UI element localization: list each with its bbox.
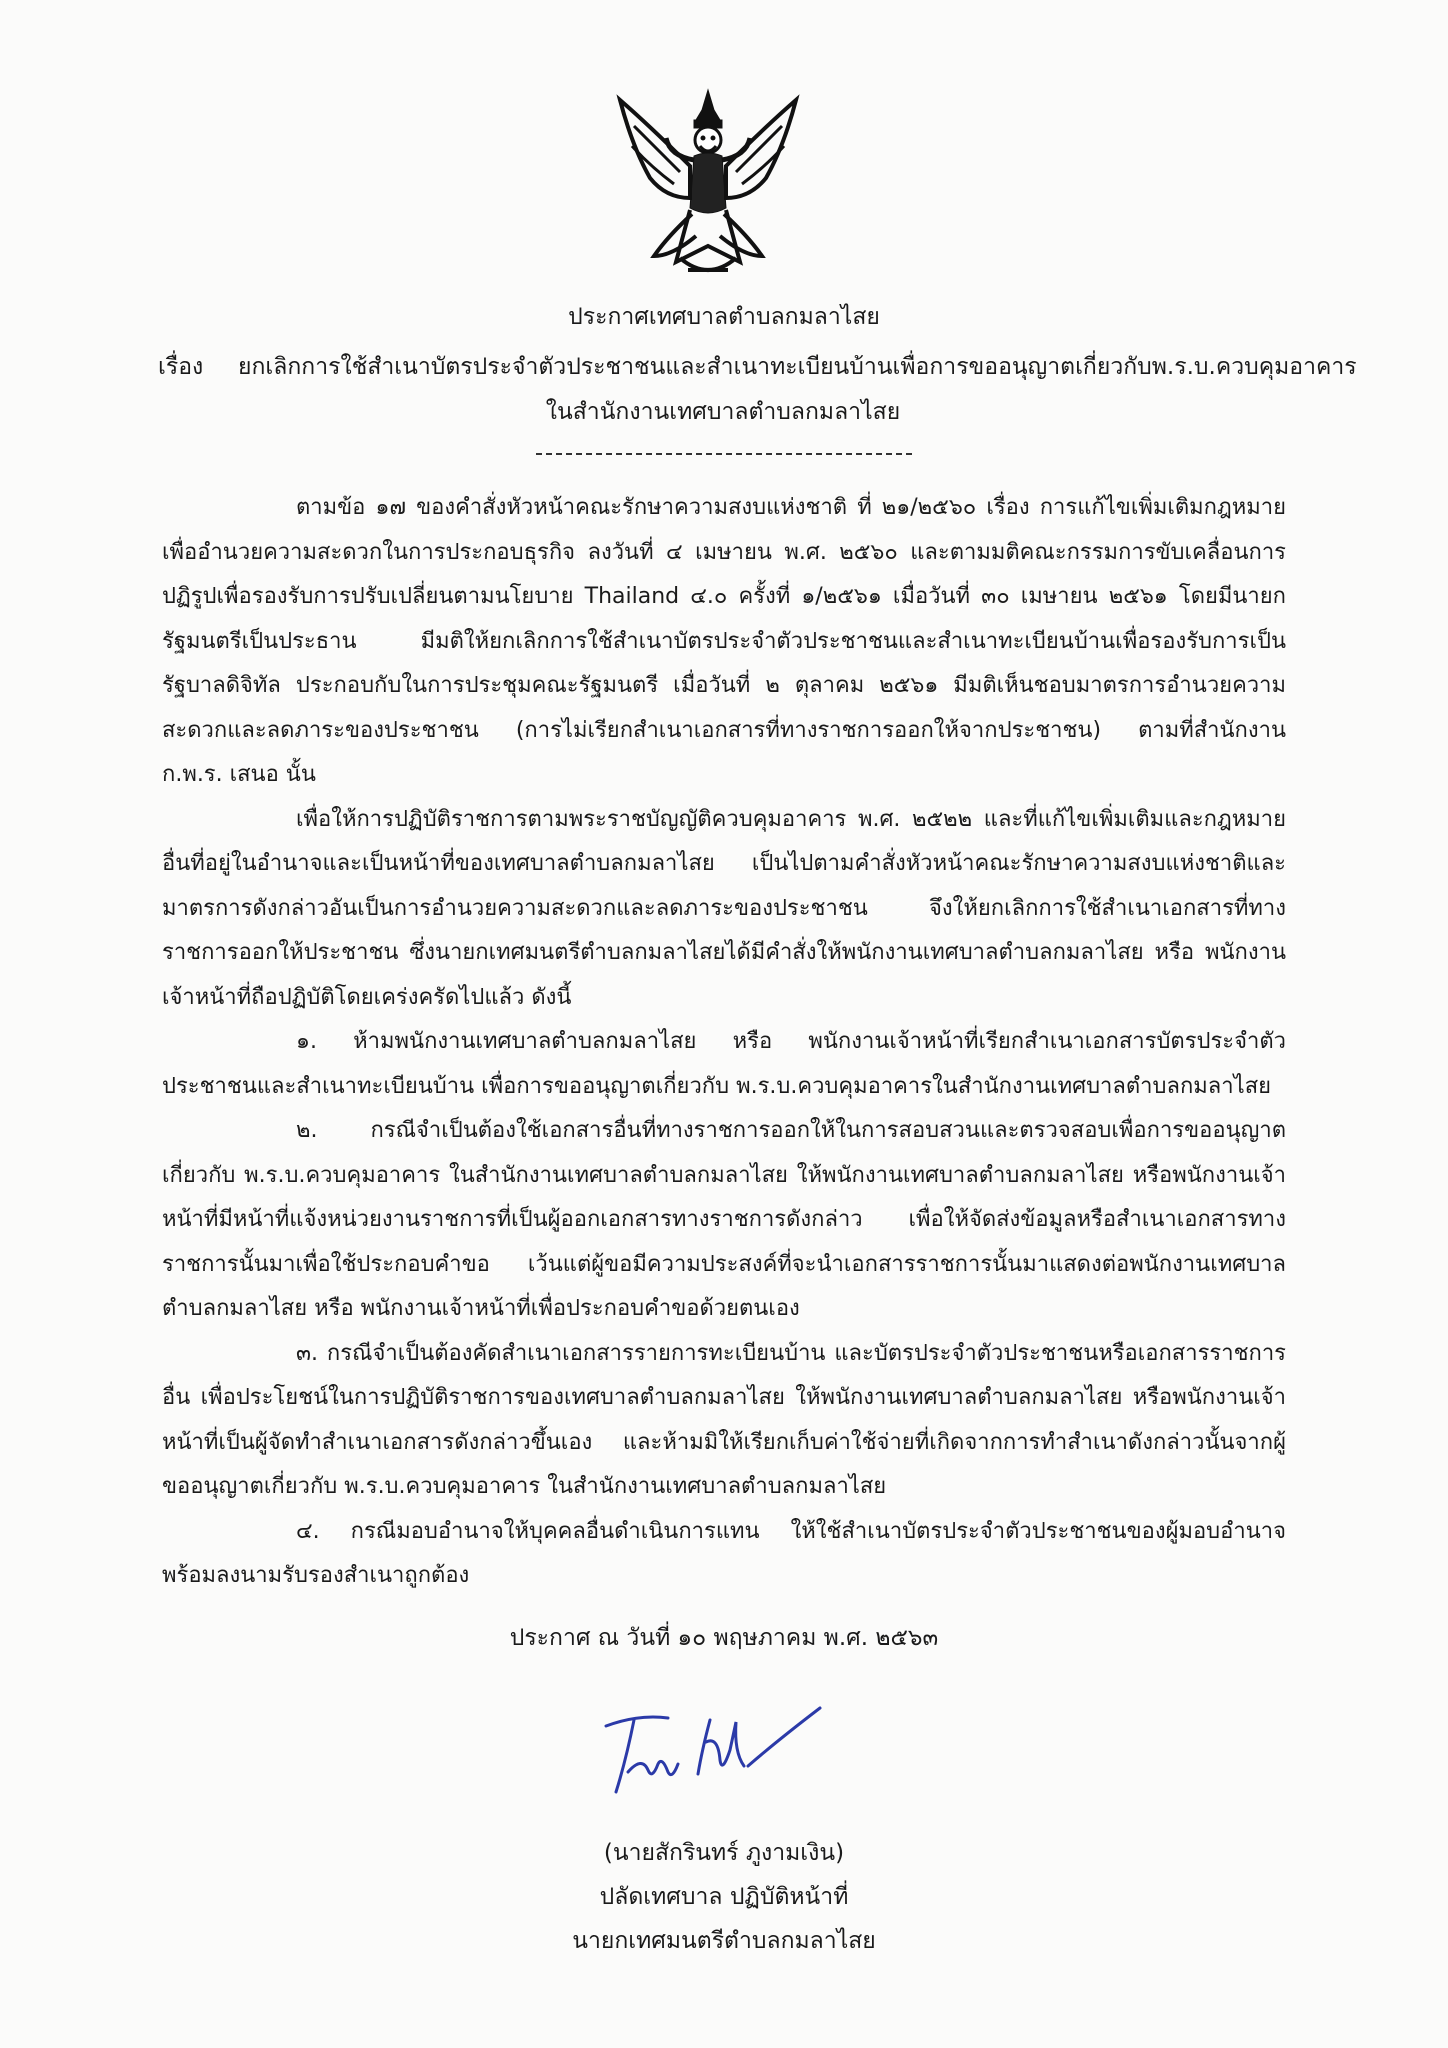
signature-icon <box>598 1700 838 1800</box>
body-paragraph: เพื่อให้การปฏิบัติราชการตามพระราชบัญญัติควบคุมอาคาร พ.ศ. ๒๕๒๒ และที่แก้ไขเพิ่มเติมและกฎหมายอื่นที่อยู่ในอำนาจและเป็นหน้าที่ของเทศบาลตำบลกมลาไสย เป็นไปตามคำสั่งหัวหน้าคณะรักษาความสงบแห่งชาติและมาตรการดังกล่าวอันเป็นการอำนวยความสะดวกและลดภาระของประชาชน จึงให้ยกเลิกการใช้สำเนาเอกสารที่ทางราชการออกให้ประชาชน ซึ่งนายกเทศมนตรีตำบลกมลาไสยได้มีคำสั่งให้พนักงานเทศบาลตำบลกมลาไสย หรือ พนักงานเจ้าหน้าที่ถือปฏิบัติโดยเคร่งครัดไปแล้ว ดังนี้ <box>162 806 1286 1010</box>
signer-position: ปลัดเทศบาล ปฏิบัติหน้าที่ <box>599 1884 849 1910</box>
subject-line-2: ในสำนักงานเทศบาลตำบลกมลาไสย <box>545 399 901 425</box>
body-paragraph: ๔. กรณีมอบอำนาจให้บุคคลอื่นดำเนินการแทน ให้ใช้สำเนาบัตรประจำตัวประชาชนของผู้มอบอำนาจ พร้อมลงนามรับรองสำเนาถูกต้อง <box>162 1518 1286 1588</box>
body-paragraph: ๓. กรณีจำเป็นต้องคัดสำเนาเอกสารรายการทะเบียนบ้าน และบัตรประจำตัวประชาชนหรือเอกสารราชการอื่น เพื่อประโยชน์ในการปฏิบัติราชการของเทศบาลตำบลกมลาไสย ให้พนักงานเทศบาลตำบลกมลาไสย หรือพนักงานเจ้าหน้าที่เป็นผู้จัดทำสำเนาเอกสารดังกล่าวขึ้นเอง และห้ามมิให้เรียกเก็บค่าใช้จ่ายที่เกิดจากการทำสำเนาดังกล่าวนั้นจากผู้ขออนุญาตเกี่ยวกับ พ.ร.บ.ควบคุมอาคาร ในสำนักงานเทศบาลตำบลกมลาไสย <box>162 1340 1286 1499</box>
subject-label: เรื่อง <box>158 354 204 380</box>
body-paragraph: ตามข้อ ๑๗ ของคำสั่งหัวหน้าคณะรักษาความสงบแห่งชาติ ที่ ๒๑/๒๕๖๐ เรื่อง การแก้ไขเพิ่มเติมกฎหมายเพื่ออำนวยความสะดวกในการประกอบธุรกิจ ลงวันที่ ๔ เมษายน พ.ศ. ๒๕๖๐ และตามมติคณะกรรมการขับเคลื่อนการปฏิรูปเพื่อรองรับการปรับเปลี่ยนตามนโยบาย Thailand ๔.๐ ครั้งที่ ๑/๒๕๖๑ เมื่อวันที่ ๓๐ เมษายน ๒๕๖๑ โดยมีนายกรัฐมนตรีเป็นประธาน มีมติให้ยกเลิกการใช้สำเนาบัตรประจำตัวประชาชนและสำเนาทะเบียนบ้านเพื่อรองรับการเป็นรัฐบาลดิจิทัล ประกอบกับในการประชุมคณะรัฐมนตรี เมื่อวันที่ ๒ ตุลาคม ๒๕๖๑ มีมติเห็นชอบมาตรการอำนวยความสะดวกและลดภาระของประชาชน (การไม่เรียกสำเนาเอกสารที่ทางราชการออกให้จากประชาชน) ตามที่สำนักงาน ก.พ.ร. เสนอ นั้น <box>162 495 1286 787</box>
announcement-date: ประกาศ ณ วันที่ ๑๐ พฤษภาคม พ.ศ. ๒๕๖๓ <box>509 1625 939 1651</box>
garuda-emblem-icon <box>610 86 806 286</box>
signer-name: (นายสักรินทร์ ภูงามเงิน) <box>603 1840 845 1866</box>
announcement-title: ประกาศเทศบาลตำบลกมลาไสย <box>568 304 880 330</box>
subject-line-1: ยกเลิกการใช้สำเนาบัตรประจำตัวประชาชนและสำเนาทะเบียนบ้านเพื่อการขออนุญาตเกี่ยวกับพ.ร.บ.ควบคุมอาคาร <box>238 354 1357 380</box>
signer-position-2: นายกเทศมนตรีตำบลกมลาไสย <box>572 1928 876 1954</box>
announcement-body <box>162 486 1286 1599</box>
divider <box>536 453 912 455</box>
body-paragraph: ๒. กรณีจำเป็นต้องใช้เอกสารอื่นที่ทางราชการออกให้ในการสอบสวนและตรวจสอบเพื่อการขออนุญาตเกี่ยวกับ พ.ร.บ.ควบคุมอาคาร ในสำนักงานเทศบาลตำบลกมลาไสย ให้พนักงานเทศบาลตำบลกมลาไสย หรือพนักงานเจ้าหน้าที่มีหน้าที่แจ้งหน่วยงานราชการที่เป็นผู้ออกเอกสารทางราชการดังกล่าว เพื่อให้จัดส่งข้อมูลหรือสำเนาเอกสารทางราชการนั้นมาเพื่อใช้ประกอบคำขอ เว้นแต่ผู้ขอมีความประสงค์ที่จะนำเอกสารราชการนั้นมาแสดงต่อพนักงานเทศบาลตำบลกมลาไสย หรือ พนักงานเจ้าหน้าที่เพื่อประกอบคำขอด้วยตนเอง <box>162 1118 1286 1321</box>
body-paragraph: ๑. ห้ามพนักงานเทศบาลตำบลกมลาไสย หรือ พนักงานเจ้าหน้าที่เรียกสำเนาเอกสารบัตรประจำตัวประชาชนและสำเนาทะเบียนบ้าน เพื่อการขออนุญาตเกี่ยวกับ พ.ร.บ.ควบคุมอาคารในสำนักงานเทศบาลตำบลกมลาไสย <box>162 1029 1286 1099</box>
